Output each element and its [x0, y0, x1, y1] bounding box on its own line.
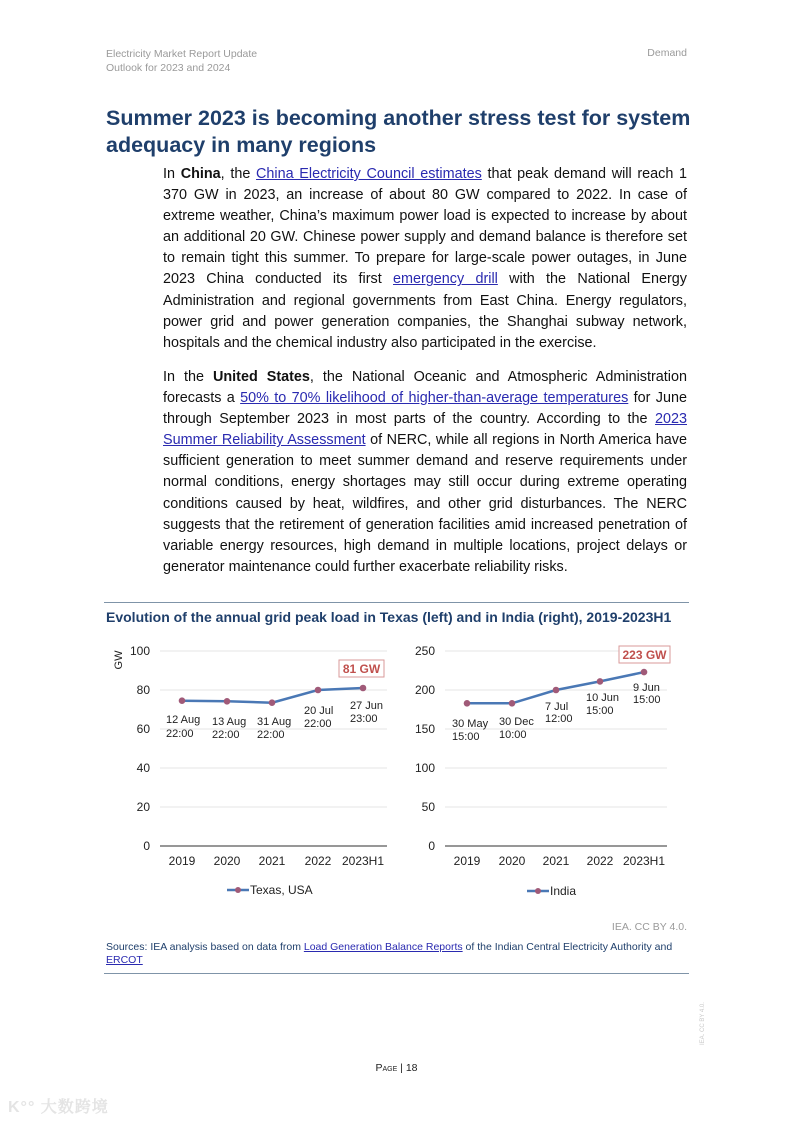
figure-top-rule — [104, 602, 689, 603]
text: of NERC, while all regions in North America have sufficient generation to meet summer demand and reserve requirements under normal conditions, energy shortages may still occur during extreme operating conditions caused by heat, wildfires, and other grid disturbances. The NERC suggests that the retirement of generation facilities amid increased penetration of variable energy resources, high demand in multiple locations, project delays or generator maintenance could further exacerbate reliability risks. — [163, 432, 687, 575]
x-tick: 2022 — [586, 854, 614, 868]
chart-texas-svg — [105, 640, 395, 910]
legend-texas — [227, 883, 313, 897]
point-label: 22:00 — [166, 728, 194, 740]
running-header — [106, 47, 257, 75]
link-summer-reliability-assessment[interactable]: 2023 Summer Reliability Assessment — [163, 411, 687, 449]
bold-country: China — [180, 166, 221, 182]
bold-country: United States — [212, 369, 310, 385]
chart-india-svg — [400, 640, 690, 910]
legend-label: India — [550, 884, 577, 898]
x-tick: 2019 — [168, 854, 196, 868]
page-title: Summer 2023 is becoming another stress test for system adequacy in many regions — [106, 106, 691, 157]
report-subtitle: Outlook for 2023 and 2024 — [106, 62, 231, 74]
point-label: 22:00 — [212, 729, 240, 741]
point-label: 12 Aug — [166, 714, 201, 726]
figure-credit: IEA. CC BY 4.0. — [611, 921, 687, 933]
x-tick-labels — [169, 854, 385, 868]
y-tick: 50 — [421, 800, 435, 814]
link-china-electricity-council[interactable]: China Electricity Council estimates — [256, 166, 482, 182]
x-tick: 2019 — [453, 854, 481, 868]
x-tick: 2020 — [498, 854, 526, 868]
link-temperature-likelihood[interactable]: 50% to 70% likelihood of higher-than-average temperatures — [240, 390, 629, 407]
text: , the — [220, 166, 257, 182]
point-label: 31 Aug — [257, 716, 292, 728]
page-separator: | — [397, 1062, 406, 1074]
x-tick: 2021 — [542, 854, 570, 868]
legend-marker-icon — [235, 887, 241, 893]
y-axis-label: GW — [113, 650, 125, 670]
point-label: 20 Jul — [304, 705, 334, 717]
section-label: Demand — [647, 47, 687, 59]
text: Sources: IEA analysis based on data from — [106, 941, 304, 953]
page-number — [0, 1062, 793, 1074]
text: that peak demand will reach 1 370 GW in 2023, an increase of about 80 GW compared to 2022. In case of extreme weather, China’s maximum power load is expected to increase by about an additional 20 GW. Chinese power supply and demand balance is therefore set to remain tight this summer. To prepare for large-scale power outages, in June 2023 China conducted its first — [163, 166, 688, 288]
y-tick: 0 — [428, 839, 435, 853]
y-tick: 80 — [136, 683, 150, 697]
text: with the National Energy Administration and regional governments from East China. Energy regulators, power grid and power generation companies, the Shanghai subway network, hospitals and the chemical industry also participated in the exercise. — [163, 271, 687, 351]
chart-india — [400, 640, 690, 915]
x-tick: 2020 — [213, 854, 241, 868]
y-tick: 60 — [136, 722, 150, 736]
point-label: 15:00 — [586, 705, 614, 717]
y-tick: 20 — [136, 800, 150, 814]
y-tick-labels — [415, 644, 435, 853]
point-label: 12:00 — [545, 713, 573, 725]
x-tick: 2022 — [304, 854, 332, 868]
y-tick: 100 — [129, 644, 150, 658]
text: In the — [163, 369, 213, 385]
point-label: 23:00 — [350, 713, 378, 725]
y-tick-labels — [130, 644, 150, 853]
paragraph-united-states — [163, 367, 687, 578]
chart-texas — [105, 640, 395, 915]
callout-peak-india: 223 GW — [622, 648, 667, 662]
figure-title: Evolution of the annual grid peak load in Texas (left) and in India (right), 2019-2023H1 — [106, 609, 672, 625]
callout-peak-texas: 81 GW — [342, 662, 381, 676]
figure-sources — [106, 941, 691, 967]
y-tick: 150 — [414, 722, 435, 736]
text: for June through September 2023 in most parts of the country. According to the — [163, 390, 688, 428]
page-label: Page — [375, 1062, 398, 1074]
x-tick-labels — [454, 854, 666, 868]
point-label: 10 Jun — [586, 692, 620, 704]
y-tick: 200 — [414, 683, 435, 697]
point-label: 10:00 — [499, 729, 527, 741]
y-tick: 40 — [136, 761, 150, 775]
point-label: 15:00 — [633, 694, 661, 706]
point-label: 13 Aug — [212, 716, 247, 728]
figure-bottom-rule — [104, 973, 689, 974]
y-tick: 250 — [414, 644, 435, 658]
report-title: Electricity Market Report Update — [106, 48, 258, 60]
legend-marker-icon — [535, 888, 541, 894]
text: In — [163, 166, 181, 182]
x-tick: 2021 — [258, 854, 286, 868]
side-credit: IEA. CC BY 4.0. — [700, 1002, 706, 1045]
point-label: 15:00 — [452, 731, 480, 743]
point-label: 9 Jun — [633, 682, 660, 694]
legend-label: Texas, USA — [250, 883, 313, 897]
x-tick: 2023H1 — [622, 854, 666, 868]
y-tick: 0 — [143, 839, 150, 853]
point-label: 30 May — [452, 718, 489, 730]
point-label: 22:00 — [257, 729, 285, 741]
point-labels — [166, 700, 383, 741]
legend-india — [527, 884, 576, 898]
point-label: 22:00 — [304, 718, 332, 730]
y-tick: 100 — [414, 761, 435, 775]
point-label: 7 Jul — [545, 701, 569, 713]
text: , the National Oceanic and Atmospheric Administration forecasts a — [163, 369, 687, 407]
x-tick: 2023H1 — [341, 854, 385, 868]
link-emergency-drill[interactable]: emergency drill — [393, 271, 498, 288]
watermark-logo: K°° 大数跨境 — [8, 1099, 109, 1116]
text: of the Indian Central Electricity Authority and — [462, 941, 673, 953]
point-label: 30 Dec — [499, 716, 534, 728]
paragraph-china — [163, 164, 687, 354]
point-label: 27 Jun — [350, 700, 384, 712]
page-number-value: 18 — [405, 1062, 418, 1074]
link-load-generation-balance-reports[interactable]: Load Generation Balance Reports — [303, 941, 463, 953]
link-ercot[interactable]: ERCOT — [106, 954, 143, 966]
